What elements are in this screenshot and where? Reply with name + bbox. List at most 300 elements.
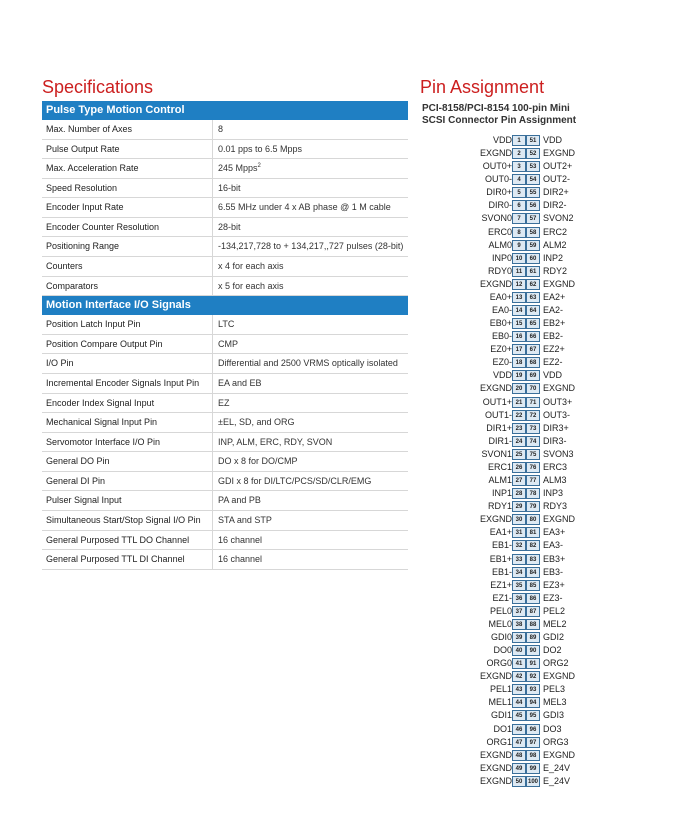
left-signal-name: ERC0 <box>487 226 512 237</box>
spec-label: Encoder Input Rate <box>42 198 213 217</box>
spec-value-text: CMP <box>218 338 238 349</box>
spec-row <box>42 257 408 277</box>
right-pin-number: 56 <box>526 200 540 211</box>
right-signal-name: INP3 <box>543 488 564 499</box>
spec-value <box>213 472 408 491</box>
spec-value <box>213 140 408 159</box>
subtitle-line-1: PCI-8158/PCI-8154 100-pin Mini <box>422 103 570 114</box>
pin-row <box>420 644 620 657</box>
right-pin-number: 66 <box>526 331 540 342</box>
right-pin-number: 91 <box>526 658 540 669</box>
spec-label: Comparators <box>42 277 213 296</box>
pin-row <box>420 291 620 304</box>
left-pin-number: 2 <box>512 148 526 159</box>
pin-row <box>420 396 620 409</box>
left-signal-name: SVON0 <box>481 213 512 224</box>
right-pin-number: 95 <box>526 710 540 721</box>
spec-value <box>213 550 408 569</box>
right-signal-name: DIR3+ <box>543 422 569 433</box>
section-heading: Pulse Type Motion Control <box>42 101 408 120</box>
spec-value <box>213 120 408 139</box>
right-signal-name: DIR3- <box>543 435 567 446</box>
right-signal-name: EA2+ <box>543 291 566 302</box>
spec-label: Simultaneous Start/Stop Signal I/O Pin <box>42 511 213 530</box>
right-pin-number: 53 <box>526 161 540 172</box>
pin-row <box>420 343 620 356</box>
right-signal-name: OUT2+ <box>543 161 573 172</box>
spec-row <box>42 159 408 179</box>
right-signal-name: SVON3 <box>543 448 574 459</box>
left-pin-number: 24 <box>512 436 526 447</box>
spec-row <box>42 120 408 140</box>
spec-label: Encoder Counter Resolution <box>42 218 213 237</box>
left-signal-name: EB1+ <box>489 553 512 564</box>
right-pin-number: 88 <box>526 619 540 630</box>
spec-value <box>213 257 408 276</box>
left-pin-number: 23 <box>512 423 526 434</box>
spec-row <box>42 354 408 374</box>
spec-value <box>213 394 408 413</box>
pin-row <box>420 173 620 186</box>
right-signal-name: GDI2 <box>543 631 565 642</box>
right-signal-name: PEL3 <box>543 684 566 695</box>
left-signal-name: EXGND <box>479 514 512 525</box>
spec-value-text: DO x 8 for DO/CMP <box>218 456 298 467</box>
right-signal-name: E_24V <box>543 762 571 773</box>
right-signal-name: INP2 <box>543 252 564 263</box>
pin-row <box>420 736 620 749</box>
left-signal-name: DO1 <box>493 723 512 734</box>
right-signal-name: DIR2- <box>543 200 567 211</box>
left-pin-number: 50 <box>512 776 526 787</box>
pin-row <box>420 709 620 722</box>
spec-row <box>42 394 408 414</box>
right-signal-name: MEL3 <box>543 697 567 708</box>
right-pin-number: 72 <box>526 410 540 421</box>
left-pin-number: 9 <box>512 240 526 251</box>
right-pin-number: 93 <box>526 684 540 695</box>
left-pin-number: 36 <box>512 593 526 604</box>
left-signal-name: EXGND <box>479 383 512 394</box>
spec-value-text: x 5 for each axis <box>218 280 284 291</box>
pin-row <box>420 304 620 317</box>
left-signal-name: RDY1 <box>487 501 512 512</box>
pin-row <box>420 448 620 461</box>
spec-value-text: -134,217,728 to + 134,217,,727 pulses (28-bit) <box>218 241 404 252</box>
right-signal-name: EB3- <box>543 566 564 577</box>
right-pin-number: 77 <box>526 475 540 486</box>
spec-label: Pulse Output Rate <box>42 140 213 159</box>
spec-value-text: STA and STP <box>218 514 272 525</box>
left-signal-name: ERC1 <box>487 461 512 472</box>
right-signal-name: EA3+ <box>543 527 566 538</box>
spec-value <box>213 335 408 354</box>
left-pin-number: 47 <box>512 737 526 748</box>
left-signal-name: EXGND <box>479 671 512 682</box>
right-pin-number: 51 <box>526 135 540 146</box>
spec-value-text: 28-bit <box>218 221 241 232</box>
right-pin-number: 81 <box>526 527 540 538</box>
spec-label: Speed Resolution <box>42 179 213 198</box>
pin-assignment-title: Pin Assignment <box>420 77 545 97</box>
spec-label: Encoder Index Signal Input <box>42 394 213 413</box>
left-signal-name: EB1- <box>491 566 512 577</box>
pin-row <box>420 409 620 422</box>
right-signal-name: EB2- <box>543 331 564 342</box>
spec-label: General Purposed TTL DI Channel <box>42 550 213 569</box>
right-signal-name: ORG2 <box>543 658 569 669</box>
right-pin-number: 65 <box>526 318 540 329</box>
right-pin-number: 67 <box>526 344 540 355</box>
spec-label: Position Compare Output Pin <box>42 335 213 354</box>
right-signal-name: SVON2 <box>543 213 574 224</box>
pin-row <box>420 553 620 566</box>
spec-value-text: 8 <box>218 124 224 134</box>
spec-value-text: GDI x 8 for DI/LTC/PCS/SD/CLR/EMG <box>218 475 372 486</box>
right-signal-name: RDY2 <box>543 265 568 276</box>
left-pin-number: 30 <box>512 514 526 525</box>
pin-row <box>420 147 620 160</box>
spec-label: Incremental Encoder Signals Input Pin <box>42 374 213 393</box>
spec-value <box>213 198 408 217</box>
left-signal-name: PEL0 <box>489 605 512 616</box>
left-signal-name: EXGND <box>479 762 512 773</box>
right-signal-name: EXGND <box>543 383 576 394</box>
left-signal-name: OUT1+ <box>482 396 512 407</box>
pin-assignment-list <box>420 134 620 788</box>
spec-value-text: 245 Mpps <box>218 163 258 174</box>
left-signal-name: EXGND <box>479 749 512 760</box>
right-signal-name: EXGND <box>543 514 576 525</box>
pin-row <box>420 592 620 605</box>
right-pin-number: 64 <box>526 305 540 316</box>
spec-value <box>213 452 408 471</box>
spec-label: Position Latch Input Pin <box>42 315 213 334</box>
left-signal-name: EA0+ <box>489 291 512 302</box>
pin-row <box>420 539 620 552</box>
section-heading: Motion Interface I/O Signals <box>42 296 408 315</box>
left-signal-name: EZ1+ <box>490 579 512 590</box>
right-pin-number: 92 <box>526 671 540 682</box>
left-signal-name: DIR1+ <box>486 422 512 433</box>
left-signal-name: EA1+ <box>489 527 512 538</box>
right-signal-name: ERC2 <box>543 226 568 237</box>
pin-row <box>420 199 620 212</box>
spec-value-text: PA and PB <box>218 495 261 506</box>
spec-value <box>213 374 408 393</box>
left-pin-number: 28 <box>512 488 526 499</box>
left-signal-name: VDD <box>492 135 512 145</box>
left-pin-number: 26 <box>512 462 526 473</box>
right-pin-number: 94 <box>526 697 540 708</box>
right-pin-number: 61 <box>526 266 540 277</box>
left-signal-name: MEL1 <box>488 697 512 708</box>
specifications-table <box>42 101 408 570</box>
left-signal-name: PEL1 <box>489 684 512 695</box>
left-pin-number: 17 <box>512 344 526 355</box>
right-signal-name: EZ2+ <box>543 344 565 355</box>
right-pin-number: 99 <box>526 763 540 774</box>
spec-row <box>42 413 408 433</box>
pin-row <box>420 605 620 618</box>
pin-row <box>420 474 620 487</box>
spec-value-text: 6.55 MHz under 4 x AB phase @ 1 M cable <box>218 202 391 213</box>
right-pin-number: 98 <box>526 750 540 761</box>
pin-row <box>420 500 620 513</box>
left-signal-name: EXGND <box>479 278 512 289</box>
left-signal-name: EB0+ <box>489 318 512 329</box>
left-pin-number: 8 <box>512 227 526 238</box>
right-signal-name: EB2+ <box>543 318 566 329</box>
left-signal-name: ORG0 <box>486 658 512 669</box>
spec-row <box>42 452 408 472</box>
left-signal-name: GDI0 <box>490 631 512 642</box>
right-signal-name: OUT3+ <box>543 396 573 407</box>
left-signal-name: OUT1- <box>485 409 512 420</box>
left-signal-name: RDY0 <box>487 265 512 276</box>
right-signal-name: PEL2 <box>543 605 566 616</box>
pin-row <box>420 579 620 592</box>
left-pin-number: 4 <box>512 174 526 185</box>
pin-row <box>420 134 620 147</box>
spec-label: Max. Number of Axes <box>42 120 213 139</box>
right-signal-name: EXGND <box>543 278 576 289</box>
left-pin-number: 41 <box>512 658 526 669</box>
spec-label: Max. Acceleration Rate <box>42 159 213 178</box>
right-pin-number: 96 <box>526 724 540 735</box>
right-pin-number: 75 <box>526 449 540 460</box>
pin-row <box>420 526 620 539</box>
left-pin-number: 48 <box>512 750 526 761</box>
pin-row <box>420 252 620 265</box>
spec-value <box>213 433 408 452</box>
left-pin-number: 31 <box>512 527 526 538</box>
right-pin-number: 59 <box>526 240 540 251</box>
left-signal-name: MEL0 <box>488 618 512 629</box>
pin-row <box>420 369 620 382</box>
pin-row <box>420 239 620 252</box>
left-pin-number: 22 <box>512 410 526 421</box>
spec-label: Positioning Range <box>42 237 213 256</box>
spec-label: Pulser Signal Input <box>42 491 213 510</box>
left-pin-number: 15 <box>512 318 526 329</box>
spec-row <box>42 472 408 492</box>
spec-label: General Purposed TTL DO Channel <box>42 531 213 550</box>
left-pin-number: 5 <box>512 187 526 198</box>
spec-value-text: EZ <box>218 397 230 408</box>
pin-row <box>420 226 620 239</box>
left-signal-name: DIR0+ <box>486 187 512 198</box>
right-signal-name: EXGND <box>543 148 576 159</box>
left-signal-name: EZ1- <box>492 592 512 603</box>
spec-row <box>42 237 408 257</box>
right-signal-name: EXGND <box>543 749 576 760</box>
left-signal-name: GDI1 <box>490 710 512 721</box>
pin-row <box>420 762 620 775</box>
pin-row <box>420 356 620 369</box>
left-pin-number: 33 <box>512 554 526 565</box>
spec-row <box>42 491 408 511</box>
right-signal-name: EZ2- <box>543 357 563 368</box>
right-signal-name: DIR2+ <box>543 187 569 198</box>
pin-row <box>420 212 620 225</box>
spec-value <box>213 159 408 178</box>
spec-value-text: 16-bit <box>218 182 241 193</box>
left-pin-number: 11 <box>512 266 526 277</box>
left-pin-number: 14 <box>512 305 526 316</box>
left-pin-number: 3 <box>512 161 526 172</box>
left-pin-number: 44 <box>512 697 526 708</box>
spec-value <box>213 277 408 296</box>
pin-row <box>420 723 620 736</box>
pin-row <box>420 461 620 474</box>
right-signal-name: MEL2 <box>543 618 567 629</box>
right-pin-number: 87 <box>526 606 540 617</box>
right-pin-number: 86 <box>526 593 540 604</box>
pin-row <box>420 683 620 696</box>
left-pin-number: 43 <box>512 684 526 695</box>
left-signal-name: DIR0- <box>488 200 512 211</box>
left-pin-number: 35 <box>512 580 526 591</box>
pin-row <box>420 749 620 762</box>
spec-value-text: LTC <box>218 319 235 330</box>
spec-value-text: 0.01 pps to 6.5 Mpps <box>218 143 303 154</box>
right-signal-name: DO3 <box>543 723 562 734</box>
pin-row <box>420 265 620 278</box>
pin-row <box>420 160 620 173</box>
left-pin-number: 32 <box>512 540 526 551</box>
right-signal-name: ALM2 <box>543 239 567 250</box>
right-pin-number: 79 <box>526 501 540 512</box>
left-pin-number: 21 <box>512 397 526 408</box>
pin-row <box>420 775 620 788</box>
left-pin-number: 27 <box>512 475 526 486</box>
pin-row <box>420 422 620 435</box>
right-pin-number: 71 <box>526 397 540 408</box>
right-pin-number: 76 <box>526 462 540 473</box>
right-pin-number: 62 <box>526 279 540 290</box>
left-pin-number: 40 <box>512 645 526 656</box>
right-pin-number: 55 <box>526 187 540 198</box>
left-signal-name: ALM1 <box>488 475 512 486</box>
spec-value <box>213 354 408 373</box>
left-pin-number: 12 <box>512 279 526 290</box>
pin-row <box>420 696 620 709</box>
spec-row <box>42 198 408 218</box>
right-pin-number: 97 <box>526 737 540 748</box>
spec-row <box>42 374 408 394</box>
left-pin-number: 49 <box>512 763 526 774</box>
pin-row <box>420 487 620 500</box>
left-pin-number: 42 <box>512 671 526 682</box>
spec-label: Servomotor Interface I/O Pin <box>42 433 213 452</box>
spec-label: Mechanical Signal Input Pin <box>42 413 213 432</box>
spec-row <box>42 531 408 551</box>
left-pin-number: 34 <box>512 567 526 578</box>
spec-value-text: INP, ALM, ERC, RDY, SVON <box>218 436 333 447</box>
spec-row <box>42 277 408 297</box>
left-signal-name: VDD <box>492 370 512 381</box>
right-signal-name: VDD <box>543 135 563 145</box>
right-pin-number: 52 <box>526 148 540 159</box>
right-pin-number: 54 <box>526 174 540 185</box>
spec-row <box>42 335 408 355</box>
spec-value-text: 16 channel <box>218 554 263 565</box>
left-signal-name: EB0- <box>491 331 512 342</box>
right-pin-number: 60 <box>526 253 540 264</box>
left-pin-number: 29 <box>512 501 526 512</box>
pin-row <box>420 186 620 199</box>
spec-row <box>42 433 408 453</box>
right-signal-name: RDY3 <box>543 501 568 512</box>
right-signal-name: DO2 <box>543 645 562 656</box>
left-signal-name: OUT0+ <box>482 161 512 172</box>
right-signal-name: EA3- <box>543 540 564 551</box>
right-signal-name: EA2- <box>543 305 564 316</box>
left-pin-number: 20 <box>512 383 526 394</box>
left-signal-name: DIR1- <box>488 435 512 446</box>
spec-value-text: 16 channel <box>218 534 263 545</box>
pin-row <box>420 278 620 291</box>
pin-assignment-subtitle <box>422 103 622 127</box>
left-signal-name: ORG1 <box>486 736 512 747</box>
left-signal-name: EA0- <box>491 305 512 316</box>
right-pin-number: 84 <box>526 567 540 578</box>
right-signal-name: ALM3 <box>543 475 567 486</box>
pin-row <box>420 657 620 670</box>
right-pin-number: 89 <box>526 632 540 643</box>
spec-label: General DO Pin <box>42 452 213 471</box>
right-signal-name: OUT2- <box>543 174 570 185</box>
right-pin-number: 80 <box>526 514 540 525</box>
right-signal-name: OUT3- <box>543 409 570 420</box>
left-pin-number: 6 <box>512 200 526 211</box>
spec-value <box>213 413 408 432</box>
left-pin-number: 46 <box>512 724 526 735</box>
left-pin-number: 1 <box>512 135 526 146</box>
right-pin-number: 70 <box>526 383 540 394</box>
spec-row <box>42 179 408 199</box>
right-pin-number: 90 <box>526 645 540 656</box>
left-pin-number: 39 <box>512 632 526 643</box>
left-pin-number: 7 <box>512 213 526 224</box>
right-signal-name: EZ3+ <box>543 579 565 590</box>
spec-value <box>213 315 408 334</box>
right-pin-number: 85 <box>526 580 540 591</box>
spec-value <box>213 237 408 256</box>
pin-row <box>420 631 620 644</box>
left-signal-name: EXGND <box>479 148 512 159</box>
left-signal-name: INP1 <box>491 488 512 499</box>
left-pin-number: 38 <box>512 619 526 630</box>
spec-row <box>42 140 408 160</box>
spec-value-text: ±EL, SD, and ORG <box>218 417 295 428</box>
specifications-title: Specifications <box>42 77 154 97</box>
spec-value-superscript: 2 <box>257 163 261 170</box>
left-pin-number: 10 <box>512 253 526 264</box>
subtitle-line-2: SCSI Connector Pin Assignment <box>422 115 577 126</box>
left-pin-number: 18 <box>512 357 526 368</box>
spec-value <box>213 531 408 550</box>
pin-row <box>420 670 620 683</box>
spec-value <box>213 218 408 237</box>
right-pin-number: 73 <box>526 423 540 434</box>
spec-label: General DI Pin <box>42 472 213 491</box>
right-pin-number: 58 <box>526 227 540 238</box>
left-pin-number: 37 <box>512 606 526 617</box>
pin-row <box>420 435 620 448</box>
pin-row <box>420 618 620 631</box>
